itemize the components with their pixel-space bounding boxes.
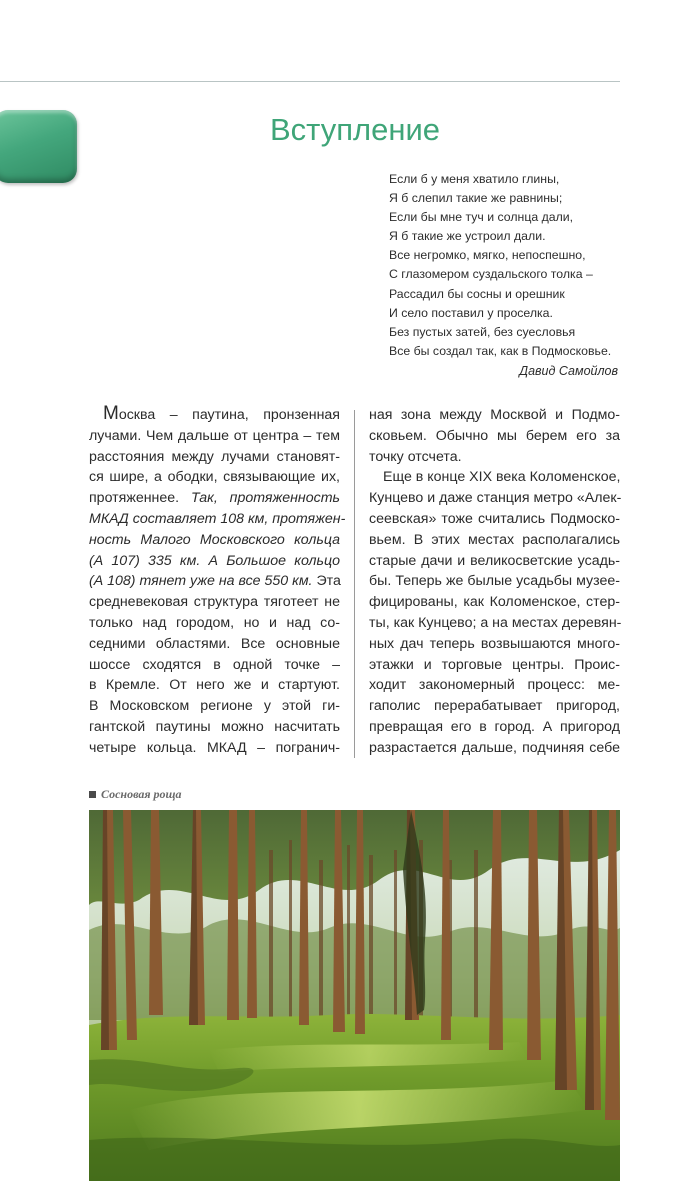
body-line: МКАД составляет 108 км, протяжен- xyxy=(89,510,346,527)
epigraph-line: С глазомером суздальского толка – xyxy=(389,267,593,282)
body-line: в Кремле. От него же и стартуют. xyxy=(89,677,340,694)
body-line: старые дачи и великосветские усадь- xyxy=(369,552,620,569)
chapter-title: Вступление xyxy=(269,112,440,147)
body-line: только над городом, но и над со- xyxy=(89,614,340,631)
pine-forest-illustration xyxy=(89,810,620,1181)
body-line: ных дач теперь возвышаются много- xyxy=(369,635,620,652)
body-line: ся шире, а ободки, связывающие их, xyxy=(89,469,340,486)
body-line: гантской паутины можно насчитать xyxy=(89,718,340,735)
pine-forest-photo xyxy=(89,810,620,1181)
body-column-right xyxy=(369,405,620,759)
epigraph-line: Если бы мне туч и солнца дали, xyxy=(389,210,574,225)
epigraph-line: Я б слепил такие же равнины; xyxy=(389,191,563,206)
body-line: ходит закономерный процесс: ме- xyxy=(369,677,620,694)
body-line: бы. Теперь же былые усадьбы музее- xyxy=(369,573,620,590)
epigraph-author: Давид Самойлов xyxy=(519,364,618,378)
body-line: ность Малого Московского кольца xyxy=(89,531,340,548)
body-line: фицированы, как Коломенское, стер- xyxy=(369,594,620,611)
column-divider xyxy=(354,410,355,758)
epigraph-line: Все бы создал так, как в Подмосковье. xyxy=(389,343,612,358)
body-line: седними областями. Все основные xyxy=(89,635,340,652)
photo-caption-text: Сосновая роща xyxy=(101,787,182,801)
body-line: сеевская» тоже считались Подмоско- xyxy=(369,510,620,527)
body-line: (А 108) тянет уже на все 550 км. Эта xyxy=(89,573,341,590)
epigraph-line: Без пустых затей, без суесловья xyxy=(389,324,576,339)
body-line: превращая его в город. А пригород xyxy=(369,718,620,735)
body-line: лучами. Чем дальше от центра – тем xyxy=(89,427,340,444)
caption-bullet-icon xyxy=(89,791,96,798)
body-line: средневековая структура тяготеет не xyxy=(89,594,340,611)
body-column-left xyxy=(89,403,346,759)
body-line: ты, как Кунцево; а на местах деревян- xyxy=(369,614,622,631)
body-line: Москва – паутина, пронзенная xyxy=(103,403,340,424)
body-line: сковьем. Обычно мы берем его за xyxy=(369,427,620,444)
body-line: вьем. В этих местах располагались xyxy=(369,531,620,548)
body-line: протяженнее. Так, протяженность xyxy=(89,490,340,507)
body-line: Еще в конце XIX века Коломенское, xyxy=(383,469,621,486)
epigraph-line: И село поставил у проселка. xyxy=(389,305,553,320)
body-line: этажки и торговые центры. Проис- xyxy=(369,656,620,673)
epigraph-line: Все негромко, мягко, непоспешно, xyxy=(389,248,586,263)
body-line: В Московском регионе у этой ги- xyxy=(89,698,340,715)
epigraph-line: Если б у меня хватило глины, xyxy=(389,172,560,186)
body-line: Кунцево и даже станция метро «Алек- xyxy=(369,490,622,507)
body-line: разрастается дальше, подчиняя себе xyxy=(369,739,620,756)
chapter-tab-marker xyxy=(0,110,77,183)
photo-caption xyxy=(89,787,182,802)
body-line: точку отсчета. xyxy=(369,448,462,465)
body-line: четыре кольца. МКАД – погранич- xyxy=(89,739,340,756)
header-rule xyxy=(0,81,620,82)
drop-cap: М xyxy=(103,403,119,424)
body-line: шоссе сходятся в одной точке – xyxy=(89,656,340,673)
body-line: (А 107) 335 км. А Большое кольцо xyxy=(89,552,340,569)
epigraph-line: Рассадил бы сосны и орешник xyxy=(389,286,565,301)
epigraph xyxy=(389,170,621,361)
body-line: расстояния между лучами становят- xyxy=(89,448,340,465)
body-line: гаполис перерабатывает пригород, xyxy=(369,698,620,715)
body-line: ная зона между Москвой и Подмо- xyxy=(369,407,620,423)
epigraph-line: Я б такие же устроил дали. xyxy=(389,229,546,244)
